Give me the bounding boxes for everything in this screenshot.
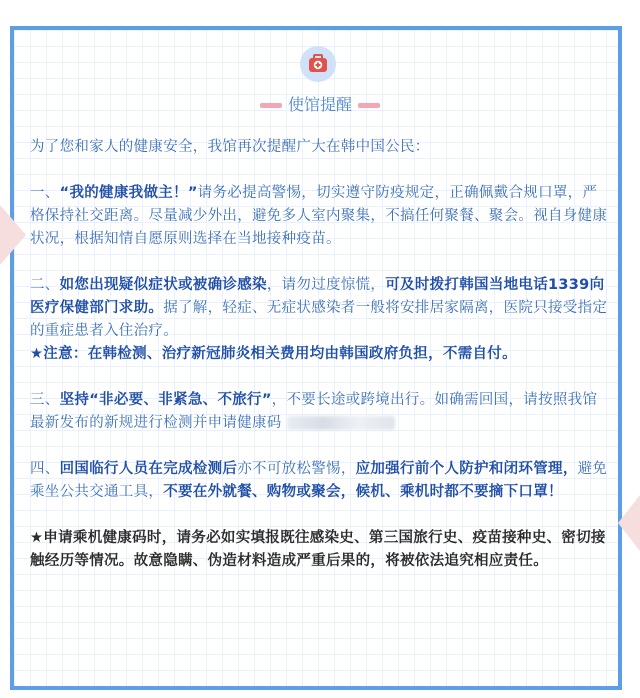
notice-heading (0, 94, 640, 116)
medical-kit-icon (300, 46, 336, 82)
heading-text: 使馆提醒 (287, 95, 352, 114)
section-1: 一、“我的健康我做主！”请务必提高警惕，切实遵守防疫规定，正确佩戴合规口罩，严格保持社交距离。尽量减少外出，避免多人室内聚集，不搞任何聚餐、聚会。视自身健康状况，根据知情自愿原则选择在当地接种疫苗。 (30, 185, 608, 247)
section-4: 四、回国临行人员在完成检测后亦不可放松警惕，应加强行前个人防护和闭环管理，避免乘坐公共交通工具，不要在外就餐、购物或聚会，候机、乘机时都不要摘下口罩！ (30, 461, 608, 500)
redacted-code (287, 416, 395, 430)
notice-body (30, 136, 610, 573)
section-5: ★申请乘机健康码时，请务必如实填报既往感染史、第三国旅行史、疫苗接种史、密切接触经历等情况。故意隐瞒、伪造材料造成严重后果的，将被依法追究相应责任。 (30, 530, 606, 569)
heading-bar-right (358, 103, 380, 108)
section-2: 二、如您出现疑似症状或被确诊感染，请勿过度惊慌，可及时拨打韩国当地电话1339向医疗保健部门求助。据了解，轻症、无症状感染者一般将安排居家隔离，医院只接受指定的重症患者入住治疗。 (30, 277, 608, 339)
intro-paragraph: 为了您和家人的健康安全，我馆再次提醒广大在韩中国公民： (30, 139, 430, 155)
decorative-triangle-left (0, 205, 26, 265)
heading-bar-left (260, 103, 282, 108)
section-2-note: ★注意：在韩检测、治疗新冠肺炎相关费用均由韩国政府负担，不需自付。 (30, 346, 517, 362)
decorative-triangle-right (618, 495, 640, 551)
section-3: 三、坚持“非必要、非紧急、不旅行”，不要长途或跨境出行。如确需回国，请按照我馆最新发布的新规进行检测并申请健康码 (30, 392, 598, 431)
